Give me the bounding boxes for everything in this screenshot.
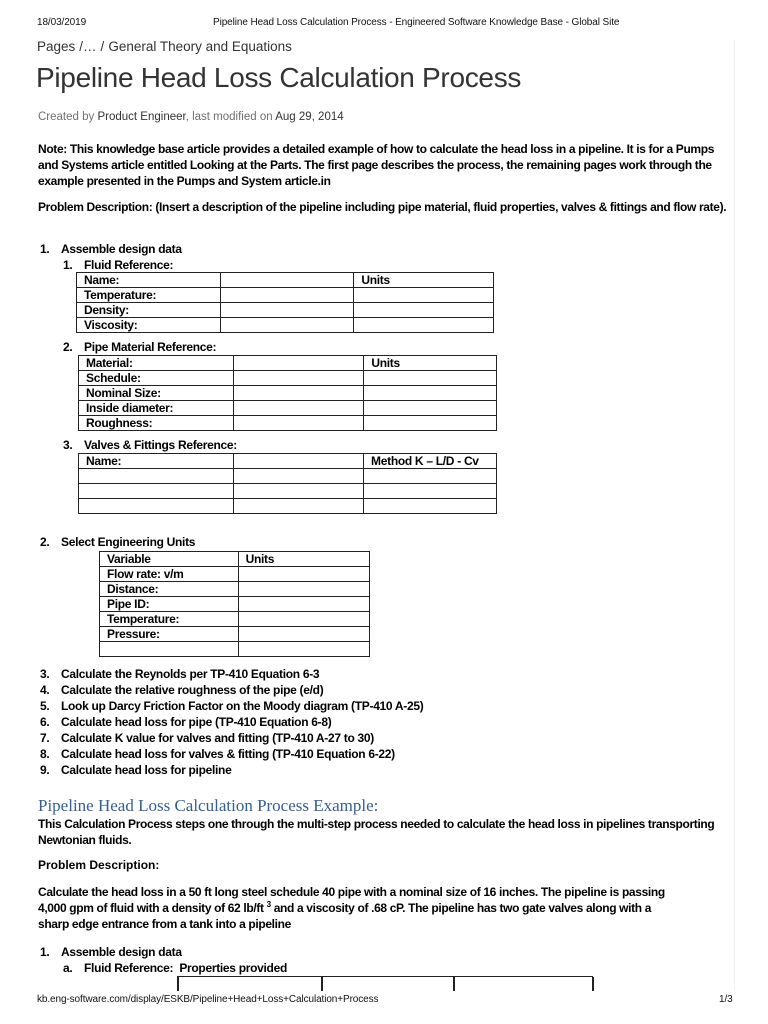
list-number: 3. [63, 438, 73, 452]
list-label: Assemble design data [61, 242, 182, 256]
breadcrumb-ellipsis[interactable]: /… [79, 39, 97, 54]
fluid-reference-table [76, 272, 494, 333]
author-link[interactable]: Product Engineer [97, 111, 186, 123]
superscript: 3 [266, 900, 271, 909]
table-cell: Roughness: [79, 416, 234, 431]
list-label: Calculate the relative roughness of the pipe (e/d) [61, 683, 324, 697]
table-cell [220, 318, 354, 333]
example-heading: Pipeline Head Loss Calculation Process Example: [38, 796, 379, 815]
table-cell [220, 288, 354, 303]
valves-fittings-table [78, 453, 497, 514]
table-cell: Variable [100, 552, 239, 567]
print-url: kb.eng-software.com/display/ESKB/Pipeline+Head+Loss+Calculation+Process [37, 994, 379, 1005]
table-cell [364, 499, 497, 514]
page-right-edge [734, 40, 735, 990]
table-cell [233, 416, 364, 431]
table-cell [233, 484, 364, 499]
table-cell [233, 356, 364, 371]
step-1-item [40, 241, 182, 257]
pipe-material-table [78, 355, 497, 431]
table-row [77, 303, 494, 318]
table-row [100, 627, 370, 642]
table-cell [220, 273, 354, 288]
table-row [100, 597, 370, 612]
problem-description-placeholder: Problem Description: (Insert a description of the pipeline including pipe material, fluid properties, valves & fittings and flow rate). [38, 200, 727, 214]
table-cell [238, 567, 369, 582]
list-number: 9. [40, 763, 50, 777]
breadcrumb [37, 39, 296, 54]
table-cell: Pipe ID: [100, 597, 239, 612]
list-label: Look up Darcy Friction Factor on the Moody diagram (TP-410 A-25) [61, 699, 424, 713]
table-cell: Viscosity: [77, 318, 221, 333]
table-cell [364, 416, 497, 431]
table-row [77, 288, 494, 303]
table-cell: Temperature: [100, 612, 239, 627]
properties-provided-note: Properties provided [179, 961, 287, 975]
list-number: 6. [40, 715, 50, 729]
table-cell [364, 469, 497, 484]
table-cell: Temperature: [77, 288, 221, 303]
byline [38, 111, 344, 123]
step-2-item [40, 534, 195, 550]
table-row [79, 469, 497, 484]
table-cell [364, 484, 497, 499]
table-row [77, 273, 494, 288]
table-cell [79, 484, 234, 499]
table-cell [233, 386, 364, 401]
example-problem-label: Problem Description: [38, 858, 160, 872]
list-item [40, 698, 423, 714]
list-label: Valves & Fittings Reference: [84, 438, 237, 452]
example-step-1-item [40, 944, 182, 960]
list-number: 7. [40, 731, 50, 745]
table-cell: Inside diameter: [79, 401, 234, 416]
fluid-reference-item [63, 257, 173, 273]
table-row [100, 567, 370, 582]
table-cell: Material: [79, 356, 234, 371]
list-number: 1. [40, 945, 50, 959]
list-label: Fluid Reference: [84, 258, 174, 272]
table-cell: Pressure: [100, 627, 239, 642]
table-cell [233, 454, 364, 469]
table-cell [238, 612, 369, 627]
table-cell [100, 642, 239, 657]
table-cell: Method K – L/D - Cv [364, 454, 497, 469]
table-cell: Units [364, 356, 497, 371]
table-cell: Name: [77, 273, 221, 288]
table-cell [233, 371, 364, 386]
table-row [77, 318, 494, 333]
list-label: Calculate the Reynolds per TP-410 Equation 6-3 [61, 667, 320, 681]
table-row [79, 416, 497, 431]
list-label: Calculate K value for valves and fitting (TP-410 A-27 to 30) [61, 731, 374, 745]
list-number: 3. [40, 667, 50, 681]
table-row [100, 612, 370, 627]
list-label: Pipe Material Reference: [84, 340, 217, 354]
table-cell [233, 499, 364, 514]
list-label: Calculate head loss for valves & fitting (TP-410 Equation 6-22) [61, 747, 395, 761]
table-cell [364, 401, 497, 416]
table-cell [238, 597, 369, 612]
example-problem-text [38, 884, 738, 932]
print-page-title: Pipeline Head Loss Calculation Process - Engineered Software Knowledge Base - Global Site [213, 17, 620, 28]
table-row [79, 386, 497, 401]
table-cell [238, 642, 369, 657]
table-cell [238, 627, 369, 642]
note-paragraph: Note: This knowledge base article provides a detailed example of how to calculate the head loss in a pipeline. It is for a Pumps and Systems article entitled Looking at the Parts. The first page describes the process, the remaining pages work through the example presented in the Pumps and System article.in [38, 142, 715, 188]
steps-list [40, 666, 423, 778]
table-cell: Units [238, 552, 369, 567]
list-label: Fluid Reference: [84, 961, 174, 975]
list-number: 5. [40, 699, 50, 713]
table-row [79, 356, 497, 371]
table-cell [354, 318, 494, 333]
list-item [40, 746, 423, 762]
table-border [177, 977, 179, 991]
example-fluid-reference-item [63, 960, 287, 976]
table-row [79, 454, 497, 469]
list-number: 4. [40, 683, 50, 697]
print-page-number: 1/3 [719, 994, 733, 1005]
valves-fittings-reference-item [63, 437, 237, 453]
pipe-material-reference-item [63, 339, 216, 355]
list-item [40, 762, 423, 778]
list-item [40, 730, 423, 746]
table-border [592, 977, 594, 991]
list-number: 1. [63, 258, 73, 272]
list-label: Calculate head loss for pipeline [61, 763, 232, 777]
table-row [100, 582, 370, 597]
list-number: a. [63, 961, 73, 975]
table-row [79, 371, 497, 386]
table-cell [233, 469, 364, 484]
example-fluid-table-partial [177, 976, 593, 991]
breadcrumb-separator: / [100, 39, 105, 54]
table-row [79, 401, 497, 416]
problem-line-1: Calculate the head loss in a 50 ft long steel schedule 40 pipe with a nominal size of 16 inches. The pipeline is passing [38, 885, 665, 899]
table-cell [238, 582, 369, 597]
table-border [321, 977, 323, 991]
modified-label: , last modified on [185, 111, 273, 123]
table-cell: Nominal Size: [79, 386, 234, 401]
list-label: Assemble design data [61, 945, 182, 959]
breadcrumb-pages[interactable]: Pages [37, 39, 76, 54]
table-cell: Flow rate: v/m [100, 567, 239, 582]
created-by-label: Created by [38, 111, 95, 123]
table-cell [233, 401, 364, 416]
list-number: 1. [40, 242, 50, 256]
table-row [100, 552, 370, 567]
table-row [100, 642, 370, 657]
list-item [40, 666, 423, 682]
list-number: 2. [63, 340, 73, 354]
list-item [40, 682, 423, 698]
table-row [79, 499, 497, 514]
problem-line-2 [38, 900, 738, 916]
list-label: Calculate head loss for pipe (TP-410 Equation 6-8) [61, 715, 332, 729]
table-cell [364, 371, 497, 386]
example-intro: This Calculation Process steps one through the multi-step process needed to calculate the head loss in pipelines transporting Newtonian fluids. [38, 817, 715, 847]
table-cell [79, 469, 234, 484]
table-cell: Density: [77, 303, 221, 318]
problem-text: 4,000 gpm of fluid with a density of 62 lb/ft [38, 901, 264, 915]
table-border [453, 977, 455, 991]
table-cell [364, 386, 497, 401]
problem-text: and a viscosity of .68 cP. The pipeline has two gate valves along with a [270, 901, 652, 915]
list-label: Select Engineering Units [61, 535, 196, 549]
list-number: 8. [40, 747, 50, 761]
list-item [40, 714, 423, 730]
engineering-units-table [99, 551, 370, 657]
page-title: Pipeline Head Loss Calculation Process [36, 62, 522, 93]
table-cell: Distance: [100, 582, 239, 597]
table-row [79, 484, 497, 499]
problem-line-3: sharp edge entrance from a tank into a pipeline [38, 917, 291, 931]
print-date: 18/03/2019 [37, 17, 87, 28]
table-cell: Name: [79, 454, 234, 469]
table-cell [354, 303, 494, 318]
breadcrumb-general-theory[interactable]: General Theory and Equations [108, 39, 292, 54]
modified-date-link[interactable]: Aug 29, 2014 [275, 111, 344, 123]
table-cell [220, 303, 354, 318]
table-cell [79, 499, 234, 514]
table-cell: Schedule: [79, 371, 234, 386]
table-cell: Units [354, 273, 494, 288]
table-cell [354, 288, 494, 303]
list-number: 2. [40, 535, 50, 549]
